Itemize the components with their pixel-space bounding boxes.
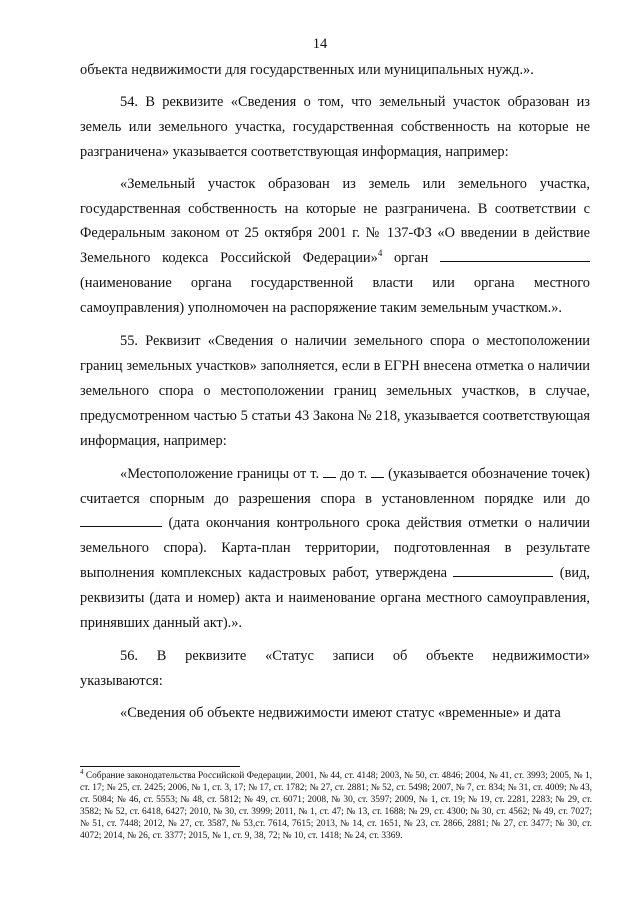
quote-54	[80, 172, 590, 321]
blank-act	[453, 562, 553, 577]
footnote-text: Собрание законодательства Российской Федерации, 2001, № 44, ст. 4148; 2003, № 50, ст. 4846; 2004, № 41, ст. 3993; 2005, № 1, ст. 17; № 25, ст. 2425; 2006, № 1, ст. 3, 17; № 17, ст. 1782; № 27, ст. 2881; № 52, ст. 5498; 2007, № 7, ст. 834; № 31, ст. 4009; № 43, ст. 5084; № 46, ст. 5553; № 48, ст. 5812; № 49, ст. 6071; 2008, № 30, ст. 3597; 2009, № 1, ст. 19; № 19, ст. 2281, 2283; № 29, ст. 3582; № 52, ст. 6418, 6427; 2010, № 30, ст. 3999; 2011, № 1, ст. 47; № 13, ст. 1688; № 29, ст. 4300; № 30, ст. 4562; № 49, ст. 7027; № 51, ст. 7448; 2012, № 27, ст. 3587, № 53,ст. 7614, 7615; 2013, № 14, ст. 1651, № 23, ст. 2866, 2881; № 27, ст. 3477; № 30, ст. 4072; 2014, № 26, ст. 3377; 2015, № 1, ст. 9, 38, 72; № 10, ст. 1418; № 24, ст. 3369.	[80, 771, 592, 842]
quote-55-text-d: (дата окончания контрольного срока действия отметки о наличии земельного спора). Карта-план территории, подготовленная в результате выполнения комплексных кадастровых работ, утверждена	[80, 515, 590, 582]
paragraph-55: 55. Реквизит «Сведения о наличии земельного спора о местоположении границ земельных участков» заполняется, если в ЕГРН внесена отметка о наличии земельного спора о местоположении границ земельных участков, в случае, предусмотренном частью 5 статьи 43 Закона № 218, указывается соответствующая информация, например:	[80, 333, 590, 449]
quote-55-text-e: (вид, реквизиты (дата и номер) акта и наименование органа местного самоуправления, принявших данный акт).».	[80, 565, 590, 632]
footnote-ref-4: 4	[377, 248, 383, 259]
quote-54-text-b: орган	[382, 250, 440, 267]
footnote-4	[80, 767, 592, 843]
page-number: 14	[312, 36, 328, 52]
blank-date	[80, 512, 162, 527]
quote-55-text-b: до т.	[336, 465, 372, 482]
quote-54-text-c: (наименование органа государственной власти или органа местного самоуправления) уполномочен на распоряжение таким земельным участком.».	[80, 275, 590, 317]
blank-point-to	[371, 463, 384, 478]
footnote-marker: 4	[80, 767, 84, 776]
paragraph-56: 56. В реквизите «Статус записи об объекте недвижимости» указываются:	[80, 647, 594, 689]
quote-55-text-a: «Местоположение границы от т.	[120, 465, 323, 482]
quote-55	[80, 462, 590, 636]
blank-point-from	[323, 463, 336, 478]
quote-55-text-c: (указывается обозначение точек) считается спорным до разрешения спора в установленном порядке или до	[80, 465, 590, 507]
quote-54-text-a: «Земельный участок образован из земель или земельного участка, государственная собственность на которые не разграничена. В соответствии с Федеральным законом от 25 октября 2001 г. № 137-ФЗ «О введении в действие Земельного кодекса Российской Федерации»	[80, 175, 590, 267]
footnote-divider	[80, 766, 240, 767]
quote-56: «Сведения об объекте недвижимости имеют статус «временные» и дата	[120, 704, 561, 721]
document-body	[80, 58, 594, 726]
blank-organ-name	[440, 247, 590, 262]
paragraph-54: 54. В реквизите «Сведения о том, что земельный участок образован из земель или земельного участка, государственная собственность на которые не разграничена» указывается соответствующая информация, например:	[80, 93, 590, 160]
paragraph-continuation: объекта недвижимости для государственных или муниципальных нужд.».	[80, 62, 534, 78]
